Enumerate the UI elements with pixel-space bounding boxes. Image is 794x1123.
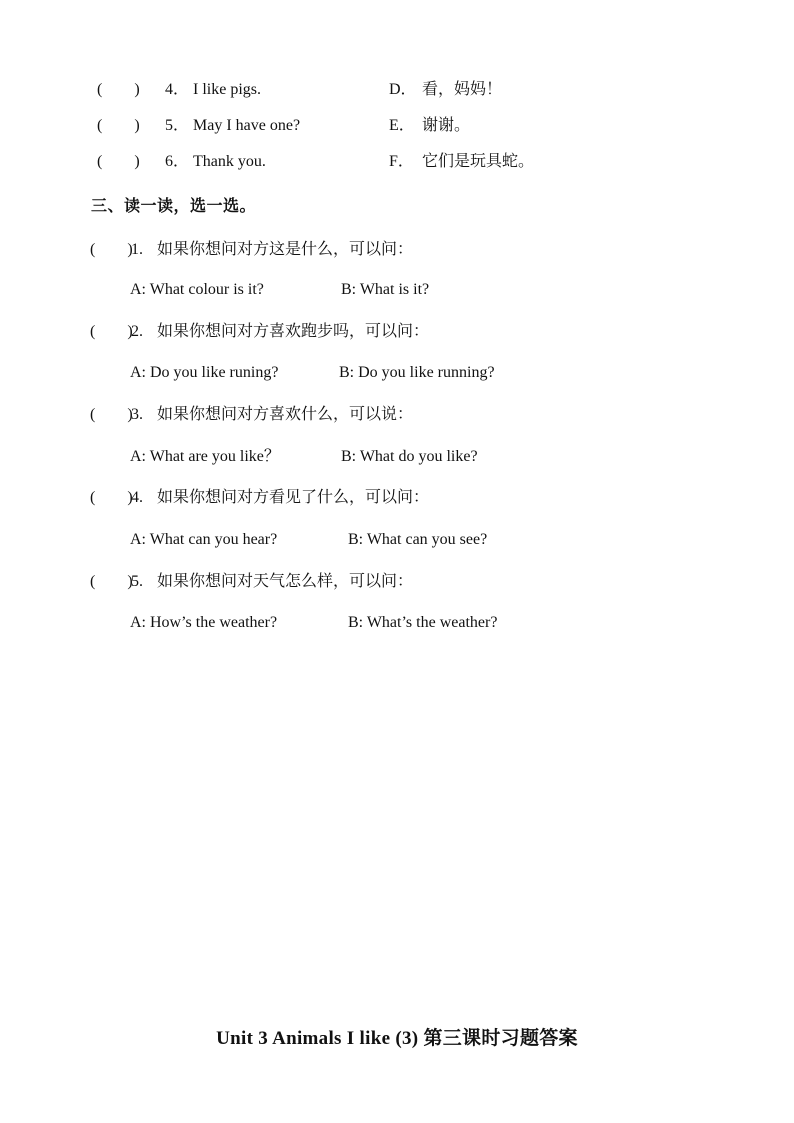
option-a: A: What can you hear? [130, 531, 278, 548]
answer-blank[interactable]: ( ) [90, 241, 133, 258]
question-prompt: 如果你想问对方喜欢跑步吗，可以问： [157, 323, 430, 340]
option-a: A: Do you like runing? [130, 364, 279, 381]
question-number: 1. [131, 241, 143, 258]
option-b: B: What is it? [341, 281, 430, 298]
chinese-sentence: 看，妈妈！ [422, 81, 503, 98]
answer-blank[interactable]: ( ) [90, 406, 133, 423]
option-a: A: What are you like？ [130, 448, 280, 465]
option-a: A: How’s the weather? [130, 614, 278, 631]
english-sentence: May I have one? [193, 117, 301, 134]
option-b: B: What’s the weather? [348, 614, 498, 631]
answer-blank[interactable]: ( ) [97, 153, 140, 170]
option-letter: F． [389, 153, 414, 170]
question-prompt: 如果你想问对天气怎么样，可以问： [157, 573, 414, 590]
question-prompt: 如果你想问对方看见了什么，可以问： [157, 489, 430, 506]
question-number: 3. [131, 406, 143, 423]
item-number: 5． [165, 117, 190, 134]
section-heading: 三、读一读，选一选。 [91, 198, 257, 215]
question-prompt: 如果你想问对方这是什么，可以问： [157, 241, 414, 258]
question-number: 5. [131, 573, 143, 590]
option-b: B: What can you see? [348, 531, 488, 548]
answer-blank[interactable]: ( ) [97, 81, 140, 98]
option-b: B: Do you like running? [339, 364, 495, 381]
answer-blank[interactable]: ( ) [90, 573, 133, 590]
question-prompt: 如果你想问对方喜欢什么，可以说： [157, 406, 414, 423]
question-number: 2. [131, 323, 143, 340]
chinese-sentence: 谢谢。 [422, 117, 471, 134]
chinese-sentence: 它们是玩具蛇。 [422, 153, 535, 170]
answer-key-title: Unit 3 Animals I like (3) 第三课时习题答案 [216, 1028, 578, 1049]
english-sentence: Thank you. [193, 153, 266, 170]
option-letter: E． [389, 117, 415, 134]
option-a: A: What colour is it? [130, 281, 264, 298]
english-sentence: I like pigs. [193, 81, 261, 98]
option-b: B: What do you like? [341, 448, 478, 465]
option-letter: D． [389, 81, 417, 98]
answer-blank[interactable]: ( ) [90, 323, 133, 340]
answer-blank[interactable]: ( ) [90, 489, 133, 506]
answer-blank[interactable]: ( ) [97, 117, 140, 134]
item-number: 4． [165, 81, 190, 98]
question-number: 4. [131, 489, 143, 506]
item-number: 6． [165, 153, 190, 170]
